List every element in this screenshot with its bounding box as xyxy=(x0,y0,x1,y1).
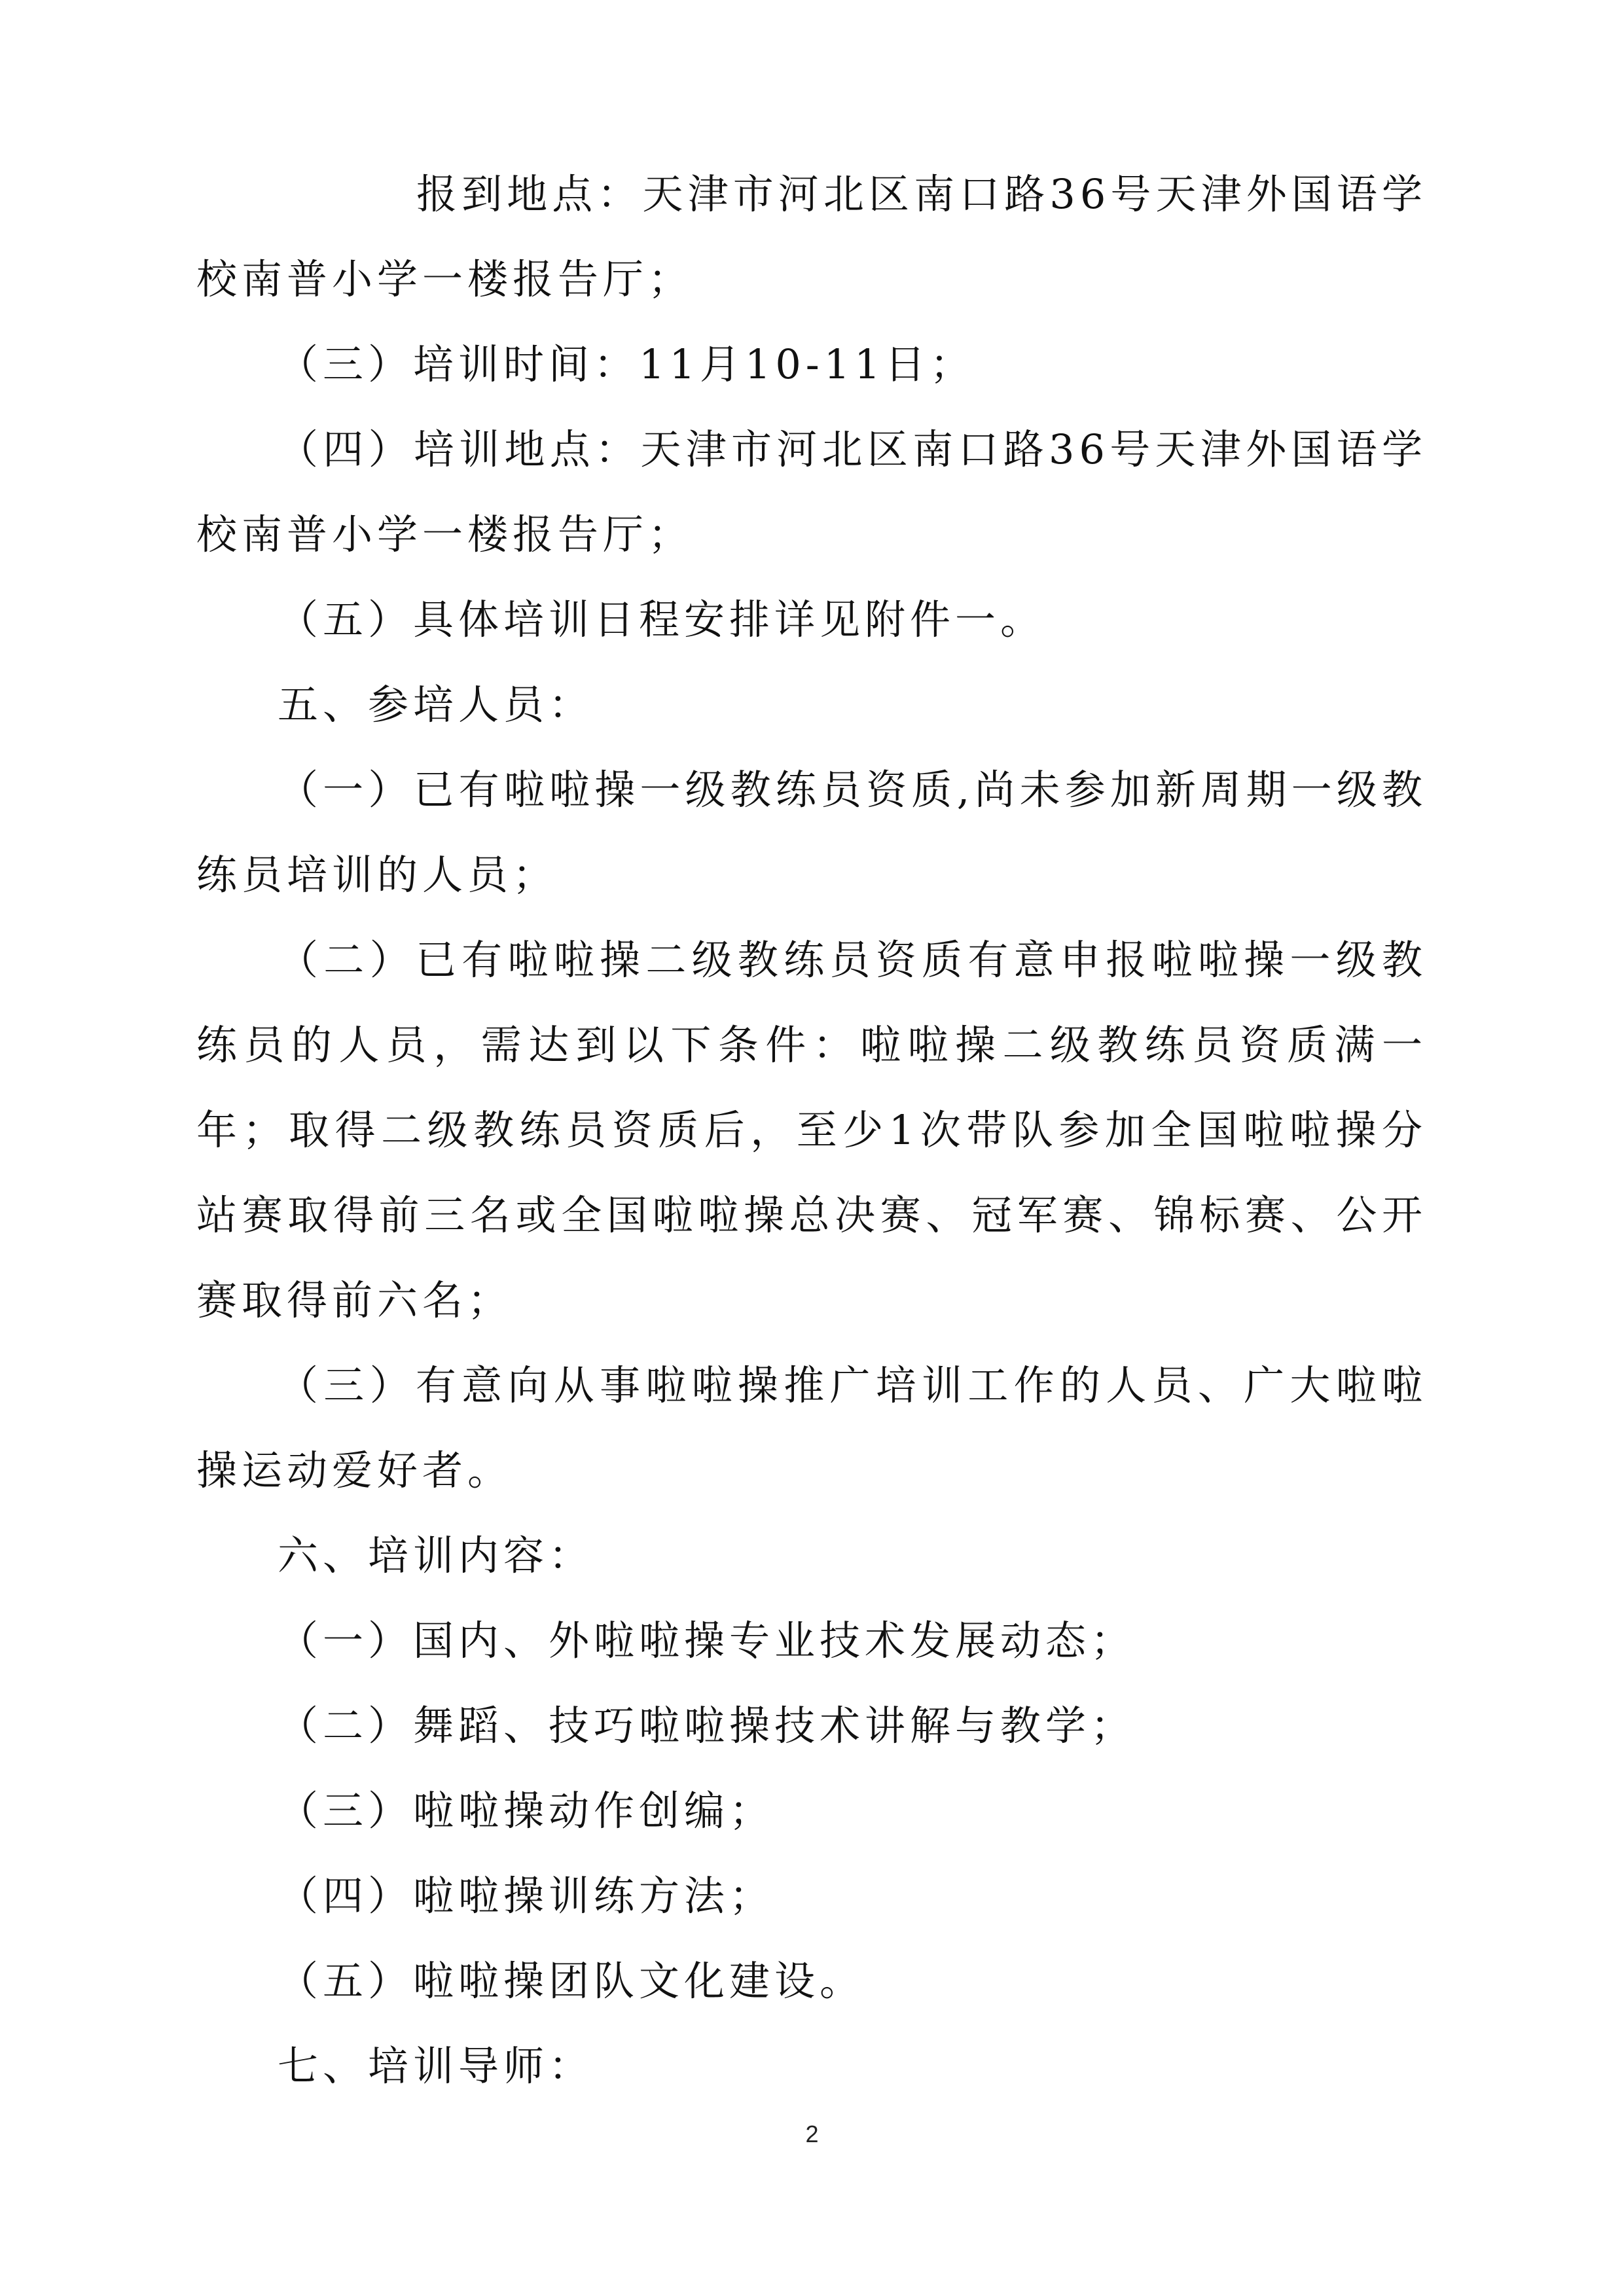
section-heading-participants: 五、参培人员： xyxy=(278,681,594,728)
paragraph-schedule-note: （五）具体培训日程安排详见附件一。 xyxy=(278,596,1046,643)
section-heading-trainers: 七、培训导师： xyxy=(278,2042,594,2090)
paragraph-content-1: （一）国内、外啦啦操专业技术发展动态； xyxy=(278,1617,1136,1664)
paragraph-content-4: （四）啦啦操训练方法； xyxy=(278,1872,775,1920)
paragraph-training-time: （三）培训时间：11月10-11日； xyxy=(278,340,975,388)
document-body xyxy=(196,152,1427,2109)
paragraph-content-5: （五）啦啦操团队文化建设。 xyxy=(278,1957,865,2005)
paragraph-content-2: （二）舞蹈、技巧啦啦操技术讲解与教学； xyxy=(278,1702,1136,1749)
page-number: 2 xyxy=(805,2121,819,2147)
paragraph-participant-3: （三）有意向从事啦啦操推广培训工作的人员、广大啦啦操运动爱好者。 xyxy=(196,1361,1427,1494)
paragraph-content-3: （三）啦啦操动作创编； xyxy=(278,1787,775,1835)
section-heading-content: 六、培训内容： xyxy=(278,1532,594,1579)
paragraph-report-location: 报到地点：天津市河北区南口路36号天津外国语学校南普小学一楼报告厅； xyxy=(196,170,1427,303)
paragraph-participant-2: （二）已有啦啦操二级教练员资质有意申报啦啦操一级教练员的人员，需达到以下条件：啦啦操二级教练员资质满一年；取得二级教练员资质后，至少1次带队参加全国啦啦操分站赛取得前三名或全国啦啦操总决赛、冠军赛、锦标赛、公开赛取得前六名； xyxy=(196,936,1427,1324)
paragraph-training-location: （四）培训地点：天津市河北区南口路36号天津外国语学校南普小学一楼报告厅； xyxy=(196,425,1427,558)
paragraph-participant-1: （一）已有啦啦操一级教练员资质,尚未参加新周期一级教练员培训的人员； xyxy=(196,766,1427,899)
